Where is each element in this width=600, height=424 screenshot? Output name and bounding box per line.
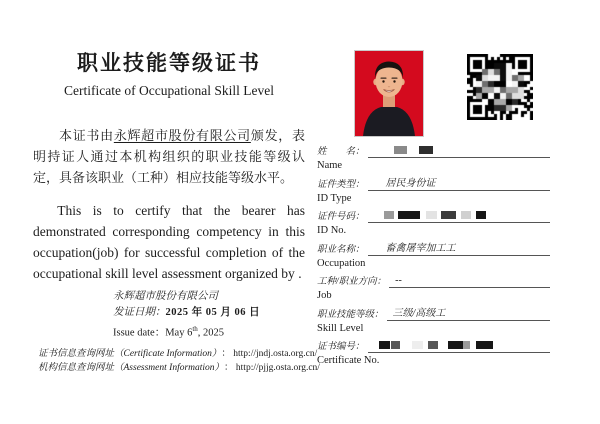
redacted-value-block bbox=[428, 341, 438, 349]
issue-date-en-label: Issue date： bbox=[113, 327, 166, 339]
certificate-title: 职业技能等级证书 bbox=[77, 51, 261, 75]
body-cn-suffix: 颁发，表明持证人通过本机构组织的职业技能等级认定，具备该职业（工种）相应技能等级水平。 bbox=[33, 128, 305, 185]
redacted-value-block bbox=[391, 341, 400, 349]
redacted-value-block bbox=[379, 341, 390, 349]
field-label-id-no: 证件号码： bbox=[317, 212, 365, 222]
redacted-value-block bbox=[384, 211, 394, 219]
qr-code bbox=[467, 54, 533, 120]
field-line-job bbox=[389, 271, 550, 288]
field-row-occupation bbox=[317, 240, 550, 274]
field-line-name bbox=[368, 141, 550, 158]
field-line-occupation bbox=[368, 239, 550, 256]
field-row-name bbox=[317, 142, 550, 176]
field-row-skill-level bbox=[317, 305, 550, 339]
redacted-value-block bbox=[476, 341, 493, 349]
field-sublabel-occupation: Occupation bbox=[317, 258, 366, 269]
field-sublabel-certificate-no: Certificate No. bbox=[317, 355, 380, 366]
portrait-photo-graphic bbox=[355, 51, 423, 136]
field-label-name: 姓 名： bbox=[317, 147, 365, 157]
certificate-subtitle: Certificate of Occupational Skill Level bbox=[64, 83, 274, 98]
body-en-text: This is to certify that the bearer has demonstrated corresponding competency in this occupation(job) for successful completion of the occupational skill level assessment organized by bbox=[33, 203, 305, 281]
field-row-certificate-no bbox=[317, 337, 550, 371]
id-photo bbox=[354, 50, 424, 137]
field-value-id-type: 居民身份证 bbox=[385, 178, 436, 189]
assessment-info-url[interactable]: ： http://pjjg.osta.org.cn/ bbox=[224, 362, 320, 373]
field-line-skill-level bbox=[387, 304, 550, 321]
field-label-certificate-no: 证书编号： bbox=[317, 342, 365, 352]
issue-date-en bbox=[113, 321, 260, 342]
field-label-job: 工种/职业方向： bbox=[317, 277, 387, 287]
issue-date-cn bbox=[113, 305, 260, 321]
redacted-value-block bbox=[441, 211, 456, 219]
certificate-info-line bbox=[38, 348, 320, 362]
redacted-value-block bbox=[412, 341, 423, 349]
field-sublabel-id-no: ID No. bbox=[317, 225, 347, 236]
certificate-info-label: 证书信息查询网址（Certificate Information） bbox=[38, 349, 222, 359]
qr-code-canvas bbox=[467, 54, 533, 120]
field-row-id-no bbox=[317, 207, 550, 241]
issue-date-cn-label: 发证日期： bbox=[113, 307, 166, 318]
redacted-value-block bbox=[419, 146, 433, 154]
assessment-info-label: 机构信息查询网址（Assessment Information） bbox=[38, 362, 225, 373]
field-value-job: -- bbox=[395, 275, 402, 286]
issue-date-en-day: May 6 bbox=[165, 327, 193, 339]
field-line-certificate-no bbox=[368, 336, 550, 353]
certificate-left-panel bbox=[33, 47, 305, 284]
field-label-skill-level: 职业技能等级： bbox=[317, 310, 384, 320]
certificate-info-url[interactable]: ： http://jndj.osta.org.cn/ bbox=[221, 349, 318, 359]
field-row-id-type bbox=[317, 175, 550, 209]
redacted-value-block bbox=[426, 211, 437, 219]
field-line-id-no bbox=[368, 206, 550, 223]
redacted-value-block bbox=[461, 211, 471, 219]
redacted-value-block bbox=[448, 341, 463, 349]
footer-links bbox=[38, 348, 320, 375]
certificate-body-en bbox=[33, 200, 305, 284]
issue-date-en-year: , 2025 bbox=[197, 327, 225, 339]
assessment-info-line bbox=[38, 362, 320, 376]
redacted-value-block bbox=[476, 211, 486, 219]
field-sublabel-skill-level: Skill Level bbox=[317, 323, 364, 334]
body-cn-prefix: 本证书由 bbox=[59, 128, 114, 143]
redacted-value-block bbox=[398, 211, 420, 219]
field-line-id-type bbox=[368, 174, 550, 191]
body-en-period: . bbox=[298, 266, 302, 281]
issuer-company-name: 永辉超市股份有限公司 bbox=[113, 291, 218, 302]
field-label-occupation: 职业名称： bbox=[317, 245, 365, 255]
redacted-value-block bbox=[463, 341, 470, 349]
field-value-skill-level: 三级/高级工 bbox=[392, 308, 446, 319]
field-row-job bbox=[317, 272, 550, 306]
issuer-block bbox=[113, 289, 260, 342]
body-cn-issuer-underlined: 永辉超市股份有限公司 bbox=[113, 128, 251, 143]
issue-date-en-ordinal: th bbox=[192, 325, 198, 333]
redacted-value-block bbox=[394, 146, 407, 154]
issue-date-cn-value: 2025 年 05 月 06 日 bbox=[165, 307, 261, 318]
certificate-body-cn bbox=[33, 125, 305, 188]
field-sublabel-name: Name bbox=[317, 160, 343, 171]
field-sublabel-job: Job bbox=[317, 290, 332, 301]
field-value-occupation: 畜禽屠宰加工工 bbox=[385, 243, 456, 254]
field-sublabel-id-type: ID Type bbox=[317, 193, 352, 204]
field-label-id-type: 证件类型： bbox=[317, 180, 365, 190]
